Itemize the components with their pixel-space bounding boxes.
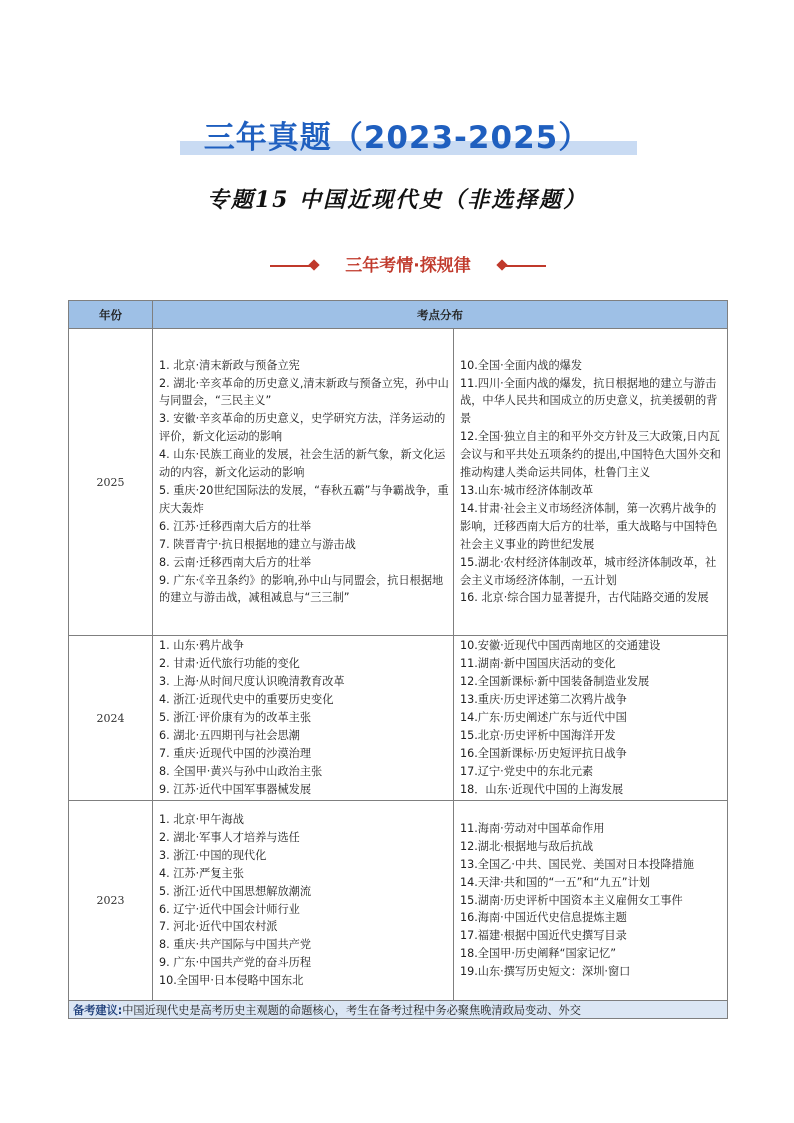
list-item: 6. 辽宁·近代中国会计师行业 (159, 902, 300, 916)
list-item: 1. 山东·鸦片战争 (159, 639, 244, 653)
list-item: 17.辽宁·党史中的东北元素 (460, 764, 594, 778)
exam-points-table (68, 300, 728, 1019)
list-item: 2. 湖北·军事人才培养与选任 (159, 830, 300, 844)
advice-cell (69, 1001, 728, 1019)
list-item: 15.湖北·农村经济体制改革，城市经济体制改革，社会主义市场经济体制，一五计划 (460, 555, 717, 587)
section-label: 三年考情·探规律 (345, 256, 471, 276)
list-item: 15.北京·历史评析中国海洋开发 (460, 728, 616, 742)
section-line-left (270, 265, 312, 267)
year-cell: 2025 (69, 329, 153, 636)
list-item: 11.四川·全面内战的爆发，抗日根据地的建立与游击战，中华人民共和国成立的历史意义，抗美援朝的背景 (460, 376, 718, 426)
list-item: 13.重庆·历史评述第二次鸦片战争 (460, 693, 627, 707)
list-item: 10.全国·全面内战的爆发 (460, 358, 583, 372)
list-item: 12.全国新课标·新中国装备制造业发展 (460, 675, 650, 689)
header-year: 年份 (69, 301, 153, 329)
list-item: 19.山东·撰写历史短文：深圳·窗口 (460, 965, 631, 979)
points-right-cell (454, 329, 728, 636)
list-item: 2. 甘肃·近代旅行功能的变化 (159, 657, 300, 671)
points-left-cell (153, 801, 454, 1001)
list-item: 8. 重庆·共产国际与中国共产党 (159, 938, 312, 952)
points-left-cell (153, 636, 454, 801)
list-item: 11.海南·劳动对中国革命作用 (460, 821, 605, 835)
list-item: 17.福建·根据中国近代史撰写目录 (460, 929, 627, 943)
list-item: 5. 浙江·评价康有为的改革主张 (159, 711, 312, 725)
points-right-cell (454, 801, 728, 1001)
list-item: 16.全国新课标·历史短评抗日战争 (460, 746, 627, 760)
list-item: 4. 浙江·近现代史中的重要历史变化 (159, 693, 334, 707)
list-item: 3. 浙江·中国的现代化 (159, 848, 267, 862)
list-item: 14.广东·历史阐述广东与近代中国 (460, 711, 627, 725)
list-item: 5. 浙江·近代中国思想解放潮流 (159, 884, 312, 898)
list-item: 8. 全国甲·黄兴与孙中山政治主张 (159, 764, 323, 778)
list-item: 12.全国·独立自主的和平外交方针及三大政策,日内瓦会议与和平共处五项条约的提出,中国特色大国外交和推动构建人类命运共同体，杜鲁门主义 (460, 430, 721, 480)
list-item: 7. 河北·近代中国农村派 (159, 920, 278, 934)
section-line-right (504, 265, 546, 267)
list-item: 18.全国甲·历史阐释“国家记忆” (460, 947, 617, 961)
list-item: 2. 湖北·辛亥革命的历史意义,清末新政与预备立宪，孙中山与同盟会，“三民主义” (159, 376, 449, 408)
list-item: 16. 北京·综合国力显著提升，古代陆路交通的发展 (460, 591, 709, 605)
list-item: 13.全国乙·中共、国民党、美国对日本投降措施 (460, 857, 694, 871)
list-item: 16.海南·中国近代史信息提炼主题 (460, 911, 627, 925)
list-item: 6. 湖北·五四期刊与社会思潮 (159, 728, 300, 742)
list-item: 7. 重庆·近现代中国的沙漠治理 (159, 746, 312, 760)
list-item: 9. 广东·中国共产党的奋斗历程 (159, 956, 312, 970)
points-left-cell (153, 329, 454, 636)
list-item: 15.湖南·历史评析中国资本主义雇佣女工事件 (460, 893, 683, 907)
table-row (69, 801, 728, 1001)
advice-label: 备考建议: (73, 1003, 123, 1017)
list-item: 7. 陕晋青宁·抗日根据地的建立与游击战 (159, 537, 356, 551)
advice-text: 中国近现代史是高考历史主观题的命题核心，考生在备考过程中务必聚焦晚清政局变动、外交 (122, 1003, 581, 1017)
list-item: 12.湖北·根据地与敌后抗战 (460, 839, 594, 853)
list-item: 8. 云南·迁移西南大后方的壮举 (159, 555, 312, 569)
list-item: 1. 北京·甲午海战 (159, 812, 244, 826)
advice-row (69, 1001, 728, 1019)
topic-subtitle: 专题15 中国近现代史（非选择题） (206, 187, 588, 213)
list-item: 9. 广东·《辛丑条约》的影响,孙中山与同盟会，抗日根据地的建立与游击战，减租减息与“三三制” (159, 573, 444, 605)
header-distribution: 考点分布 (153, 301, 728, 329)
list-item: 4. 江苏·严复主张 (159, 866, 244, 880)
table-header-row (69, 301, 728, 329)
table-row (69, 636, 728, 801)
section-heading (270, 249, 546, 279)
list-item: 5. 重庆·20世纪国际法的发展，“春秋五霸”与争霸战争，重庆大轰炸 (159, 484, 449, 515)
table-row (69, 329, 728, 636)
list-item: 1. 北京·清末新政与预备立宪 (159, 358, 300, 372)
page-title: 三年真题（2023-2025） (203, 120, 591, 156)
list-item: 10.安徽·近现代中国西南地区的交通建设 (460, 639, 661, 653)
list-item: 4. 山东·民族工商业的发展，社会生活的新气象，新文化运动的内容，新文化运动的影响 (159, 448, 446, 480)
list-item: 18．山东·近现代中国的上海发展 (460, 782, 624, 796)
list-item: 3. 安徽·辛亥革命的历史意义，史学研究方法，洋务运动的评价，新文化运动的影响 (159, 412, 446, 444)
list-item: 11.湖南·新中国国庆活动的变化 (460, 657, 616, 671)
points-right-cell (454, 636, 728, 801)
list-item: 13.山东·城市经济体制改革 (460, 484, 594, 497)
list-item: 3. 上海·从时间尺度认识晚清教育改革 (159, 675, 345, 689)
list-item: 10.全国甲·日本侵略中国东北 (159, 974, 304, 988)
year-cell: 2023 (69, 801, 153, 1001)
year-cell: 2024 (69, 636, 153, 801)
list-item: 6. 江苏·迁移西南大后方的壮举 (159, 519, 312, 533)
page-title-block (0, 108, 794, 158)
list-item: 14.甘肃·社会主义市场经济体制，第一次鸦片战争的影响，迁移西南大后方的壮举，重大战略与中国特色社会主义事业的跨世纪发展 (460, 501, 718, 551)
list-item: 9. 江苏·近代中国军事器械发展 (159, 782, 312, 796)
list-item: 14.天津·共和国的“一五”和“九五”计划 (460, 875, 650, 889)
